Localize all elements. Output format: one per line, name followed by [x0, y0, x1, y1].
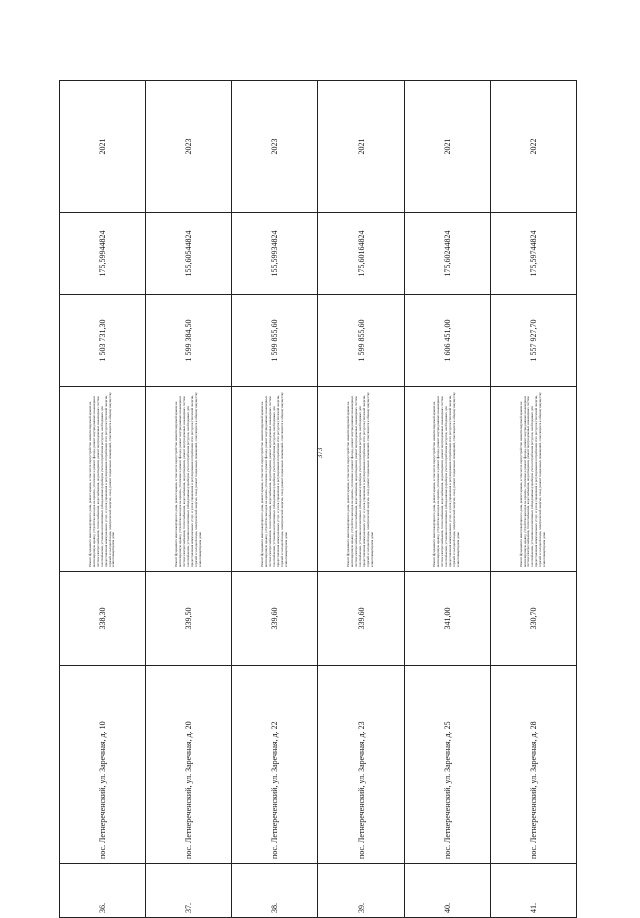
row-works: Ремонт фундамента многоквартирного дома, ремонт крыши, в том числе переустройство невентилируемой крыши на вентилируемую крышу, устройство выходов на кровлю, утепление и ремонт фасада, ремонт внутридомовых инженерных систем электроснабжения, теплоснабжения, водоснабжения, водоотведения, ремонт внутридомовых инженерных систем газоснабжения, установка коллективных (общедомовых) приборов учета потребления ресурсов, необходимых для предоставления коммунальных услуг, и узлов управления и регулирования потребления этих ресурсов (тепловой энергии, горячей и холодной воды, электрической энергии, газа), ремонт подвальных помещений, относящихся к общему имуществу в многоквартирном доме [146, 387, 232, 572]
row-number: 37. [146, 864, 232, 918]
row-address: пос. Летнереченский, ул. Заречная, д. 23 [318, 666, 404, 864]
page-number: 373 [316, 447, 324, 459]
table-row [490, 81, 576, 918]
row-cost: 1 503 731,30 [60, 295, 146, 387]
row-works: Ремонт фундамента многоквартирного дома, ремонт крыши, в том числе переустройство невентилируемой крыши на вентилируемую крышу, устройство выходов на кровлю, утепление и ремонт фасада, ремонт внутридомовых инженерных систем электроснабжения, теплоснабжения, водоснабжения, водоотведения, ремонт внутридомовых инженерных систем газоснабжения, установка коллективных (общедомовых) приборов учета потребления ресурсов, необходимых для предоставления коммунальных услуг, и узлов управления и регулирования потребления этих ресурсов (тепловой энергии, горячей и холодной воды, электрической энергии, газа), ремонт подвальных помещений, относящихся к общему имуществу в многоквартирном доме [318, 387, 404, 572]
row-unit-cost: 155,59934824 [232, 213, 318, 295]
row-number: 40. [404, 864, 490, 918]
table-row [404, 81, 490, 918]
row-cost: 1 599 384,50 [146, 295, 232, 387]
row-area: 338,30 [60, 572, 146, 666]
row-year: 2022 [490, 81, 576, 213]
row-area: 330,70 [490, 572, 576, 666]
rotated-table-container [59, 81, 577, 918]
capital-repair-table [59, 80, 577, 918]
row-address: пос. Летнереченский, ул. Заречная, д. 22 [232, 666, 318, 864]
row-works: Ремонт фундамента многоквартирного дома, ремонт крыши, в том числе переустройство невентилируемой крыши на вентилируемую крышу, устройство выходов на кровлю, утепление и ремонт фасада, ремонт внутридомовых инженерных систем электроснабжения, теплоснабжения, водоснабжения, водоотведения, ремонт внутридомовых инженерных систем газоснабжения, установка коллективных (общедомовых) приборов учета потребления ресурсов, необходимых для предоставления коммунальных услуг, и узлов управления и регулирования потребления этих ресурсов (тепловой энергии, горячей и холодной воды, электрической энергии, газа), ремонт подвальных помещений, относящихся к общему имуществу в многоквартирном доме [232, 387, 318, 572]
row-unit-cost: 175,60164824 [318, 213, 404, 295]
row-year: 2023 [146, 81, 232, 213]
row-number: 39. [318, 864, 404, 918]
row-number: 38. [232, 864, 318, 918]
row-address: пос. Летнереченский, ул. Заречная, д. 25 [404, 666, 490, 864]
row-works: Ремонт фундамента многоквартирного дома, ремонт крыши, в том числе переустройство невентилируемой крыши на вентилируемую крышу, устройство выходов на кровлю, утепление и ремонт фасада, ремонт внутридомовых инженерных систем электроснабжения, теплоснабжения, водоснабжения, водоотведения, ремонт внутридомовых инженерных систем газоснабжения, установка коллективных (общедомовых) приборов учета потребления ресурсов, необходимых для предоставления коммунальных услуг, и узлов управления и регулирования потребления этих ресурсов (тепловой энергии, горячей и холодной воды, электрической энергии, газа), ремонт подвальных помещений, относящихся к общему имуществу в многоквартирном доме [60, 387, 146, 572]
row-works: Ремонт фундамента многоквартирного дома, ремонт крыши, в том числе переустройство невентилируемой крыши на вентилируемую крышу, устройство выходов на кровлю, утепление и ремонт фасада, ремонт внутридомовых инженерных систем электроснабжения, теплоснабжения, водоснабжения, водоотведения, ремонт внутридомовых инженерных систем газоснабжения, установка коллективных (общедомовых) приборов учета потребления ресурсов, необходимых для предоставления коммунальных услуг, и узлов управления и регулирования потребления этих ресурсов (тепловой энергии, горячей и холодной воды, электрической энергии, газа), ремонт подвальных помещений, относящихся к общему имуществу в многоквартирном доме [404, 387, 490, 572]
table-row [232, 81, 318, 918]
row-area: 339,60 [318, 572, 404, 666]
row-address: пос. Летнереченский, ул. Заречная, д. 20 [146, 666, 232, 864]
row-cost: 1 599 855,60 [318, 295, 404, 387]
table-row [318, 81, 404, 918]
row-area: 339,60 [232, 572, 318, 666]
table-row [60, 81, 146, 918]
row-address: пос. Летнереченский, ул. Заречная, д. 10 [60, 666, 146, 864]
row-area: 339,50 [146, 572, 232, 666]
row-area: 341,00 [404, 572, 490, 666]
document-table-area [59, 81, 577, 918]
row-works: Ремонт фундамента многоквартирного дома, ремонт крыши, в том числе переустройство невентилируемой крыши на вентилируемую крышу, устройство выходов на кровлю, утепление и ремонт фасада, ремонт внутридомовых инженерных систем электроснабжения, теплоснабжения, водоснабжения, водоотведения, ремонт внутридомовых инженерных систем газоснабжения, установка коллективных (общедомовых) приборов учета потребления ресурсов, необходимых для предоставления коммунальных услуг, и узлов управления и регулирования потребления этих ресурсов (тепловой энергии, горячей и холодной воды, электрической энергии, газа), ремонт подвальных помещений, относящихся к общему имуществу в многоквартирном доме [490, 387, 576, 572]
row-cost: 1 606 451,00 [404, 295, 490, 387]
row-unit-cost: 175,60244824 [404, 213, 490, 295]
row-unit-cost: 155,60544824 [146, 213, 232, 295]
row-number: 36. [60, 864, 146, 918]
row-unit-cost: 175,59744824 [490, 213, 576, 295]
row-unit-cost: 175,59944824 [60, 213, 146, 295]
row-year: 2023 [232, 81, 318, 213]
row-year: 2021 [60, 81, 146, 213]
row-cost: 1 557 927,70 [490, 295, 576, 387]
row-address: пос. Летнереченский, ул. Заречная, д. 28 [490, 666, 576, 864]
row-year: 2021 [404, 81, 490, 213]
row-year: 2021 [318, 81, 404, 213]
row-cost: 1 599 855,60 [232, 295, 318, 387]
row-number: 41. [490, 864, 576, 918]
table-row [146, 81, 232, 918]
